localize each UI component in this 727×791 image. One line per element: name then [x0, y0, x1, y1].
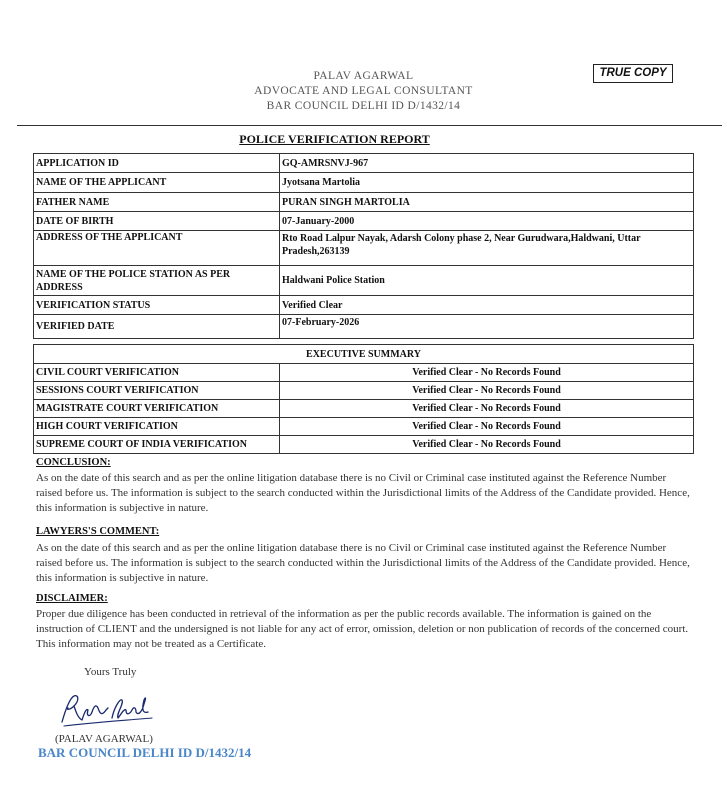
detail-value: 07-February-2026: [280, 315, 694, 339]
table-row: [34, 382, 694, 400]
disclaimer-heading: DISCLAIMER:: [36, 593, 108, 604]
header-divider: [17, 125, 722, 126]
detail-value: Haldwani Police Station: [280, 266, 694, 296]
signatory-bar-id: BAR COUNCIL DELHI ID D/1432/14: [38, 745, 252, 760]
conclusion-heading: CONCLUSION:: [36, 457, 111, 468]
summary-value: Verified Clear - No Records Found: [280, 364, 694, 382]
advocate-designation: ADVOCATE AND LEGAL CONSULTANT: [254, 85, 473, 97]
advocate-name: PALAV AGARWAL: [313, 70, 414, 82]
detail-label: DATE OF BIRTH: [34, 212, 280, 231]
summary-label: MAGISTRATE COURT VERIFICATION: [34, 400, 280, 418]
summary-label: CIVIL COURT VERIFICATION: [34, 364, 280, 382]
detail-label: VERIFIED DATE: [34, 315, 280, 339]
advocate-bar-id: BAR COUNCIL DELHI ID D/1432/14: [266, 100, 461, 112]
table-row: [34, 364, 694, 382]
summary-value: Verified Clear - No Records Found: [280, 418, 694, 436]
summary-label: HIGH COURT VERIFICATION: [34, 418, 280, 436]
summary-value: Verified Clear - No Records Found: [280, 400, 694, 418]
detail-label: VERIFICATION STATUS: [34, 296, 280, 315]
table-row: [34, 173, 694, 193]
true-copy-stamp: TRUE COPY: [593, 64, 673, 83]
lawyers-comment-text: As on the date of this search and as per the online litigation database there is no Civil or Criminal case instituted against the Reference Number raised before us. The information is subject to the search conducted within the Jurisdictional limits of the Address of the Candidate provided. Hence, this information is subjective in nature.: [36, 542, 690, 584]
summary-value: Verified Clear - No Records Found: [280, 436, 694, 454]
handwritten-signature-icon: [56, 690, 156, 735]
detail-value: Verified Clear: [280, 296, 694, 315]
table-row: [34, 315, 694, 339]
summary-title-row: [34, 345, 694, 364]
disclaimer-text: Proper due diligence has been conducted in retrieval of the information as per the public records available. The information is gained on the instruction of CLIENT and the undersigned is not liable for any act of error, omission, deletion or non publication of records of the concerned court. This information may not be treated as a Certificate.: [36, 608, 689, 650]
detail-label: FATHER NAME: [34, 193, 280, 212]
table-row: [34, 212, 694, 231]
table-row: [34, 436, 694, 454]
executive-summary-table: [33, 344, 694, 454]
detail-label: NAME OF THE POLICE STATION AS PER ADDRESS: [34, 266, 280, 296]
report-title: POLICE VERIFICATION REPORT: [239, 132, 430, 146]
table-row: [34, 400, 694, 418]
table-row: [34, 231, 694, 266]
detail-value: GQ-AMRSNVJ-967: [280, 154, 694, 173]
detail-value: Rto Road Lalpur Nayak, Adarsh Colony phase 2, Near Gurudwara,Haldwani, Uttar Pradesh,263139: [280, 231, 694, 266]
table-row: [34, 418, 694, 436]
detail-value: Jyotsana Martolia: [280, 173, 694, 193]
table-row: [34, 193, 694, 212]
table-row: [34, 266, 694, 296]
lawyers-comment-heading: LAWYERS'S COMMENT:: [36, 526, 160, 537]
detail-label: ADDRESS OF THE APPLICANT: [34, 231, 280, 266]
summary-value: Verified Clear - No Records Found: [280, 382, 694, 400]
detail-value: 07-January-2000: [280, 212, 694, 231]
summary-label: SUPREME COURT OF INDIA VERIFICATION: [34, 436, 280, 454]
table-row: [34, 154, 694, 173]
summary-title: EXECUTIVE SUMMARY: [34, 345, 694, 364]
signatory-name: (PALAV AGARWAL): [55, 733, 153, 745]
closing-salutation: Yours Truly: [84, 666, 137, 678]
detail-value: PURAN SINGH MARTOLIA: [280, 193, 694, 212]
table-row: [34, 296, 694, 315]
applicant-details-table: [33, 153, 694, 339]
conclusion-text: As on the date of this search and as per the online litigation database there is no Civil or Criminal case instituted against the Reference Number raised before us. The information is subject to the search conducted within the Jurisdictional limits of the Address of the Candidate provided. Hence, this information is subjective in nature.: [36, 472, 690, 514]
summary-label: SESSIONS COURT VERIFICATION: [34, 382, 280, 400]
detail-label: APPLICATION ID: [34, 154, 280, 173]
detail-label: NAME OF THE APPLICANT: [34, 173, 280, 193]
